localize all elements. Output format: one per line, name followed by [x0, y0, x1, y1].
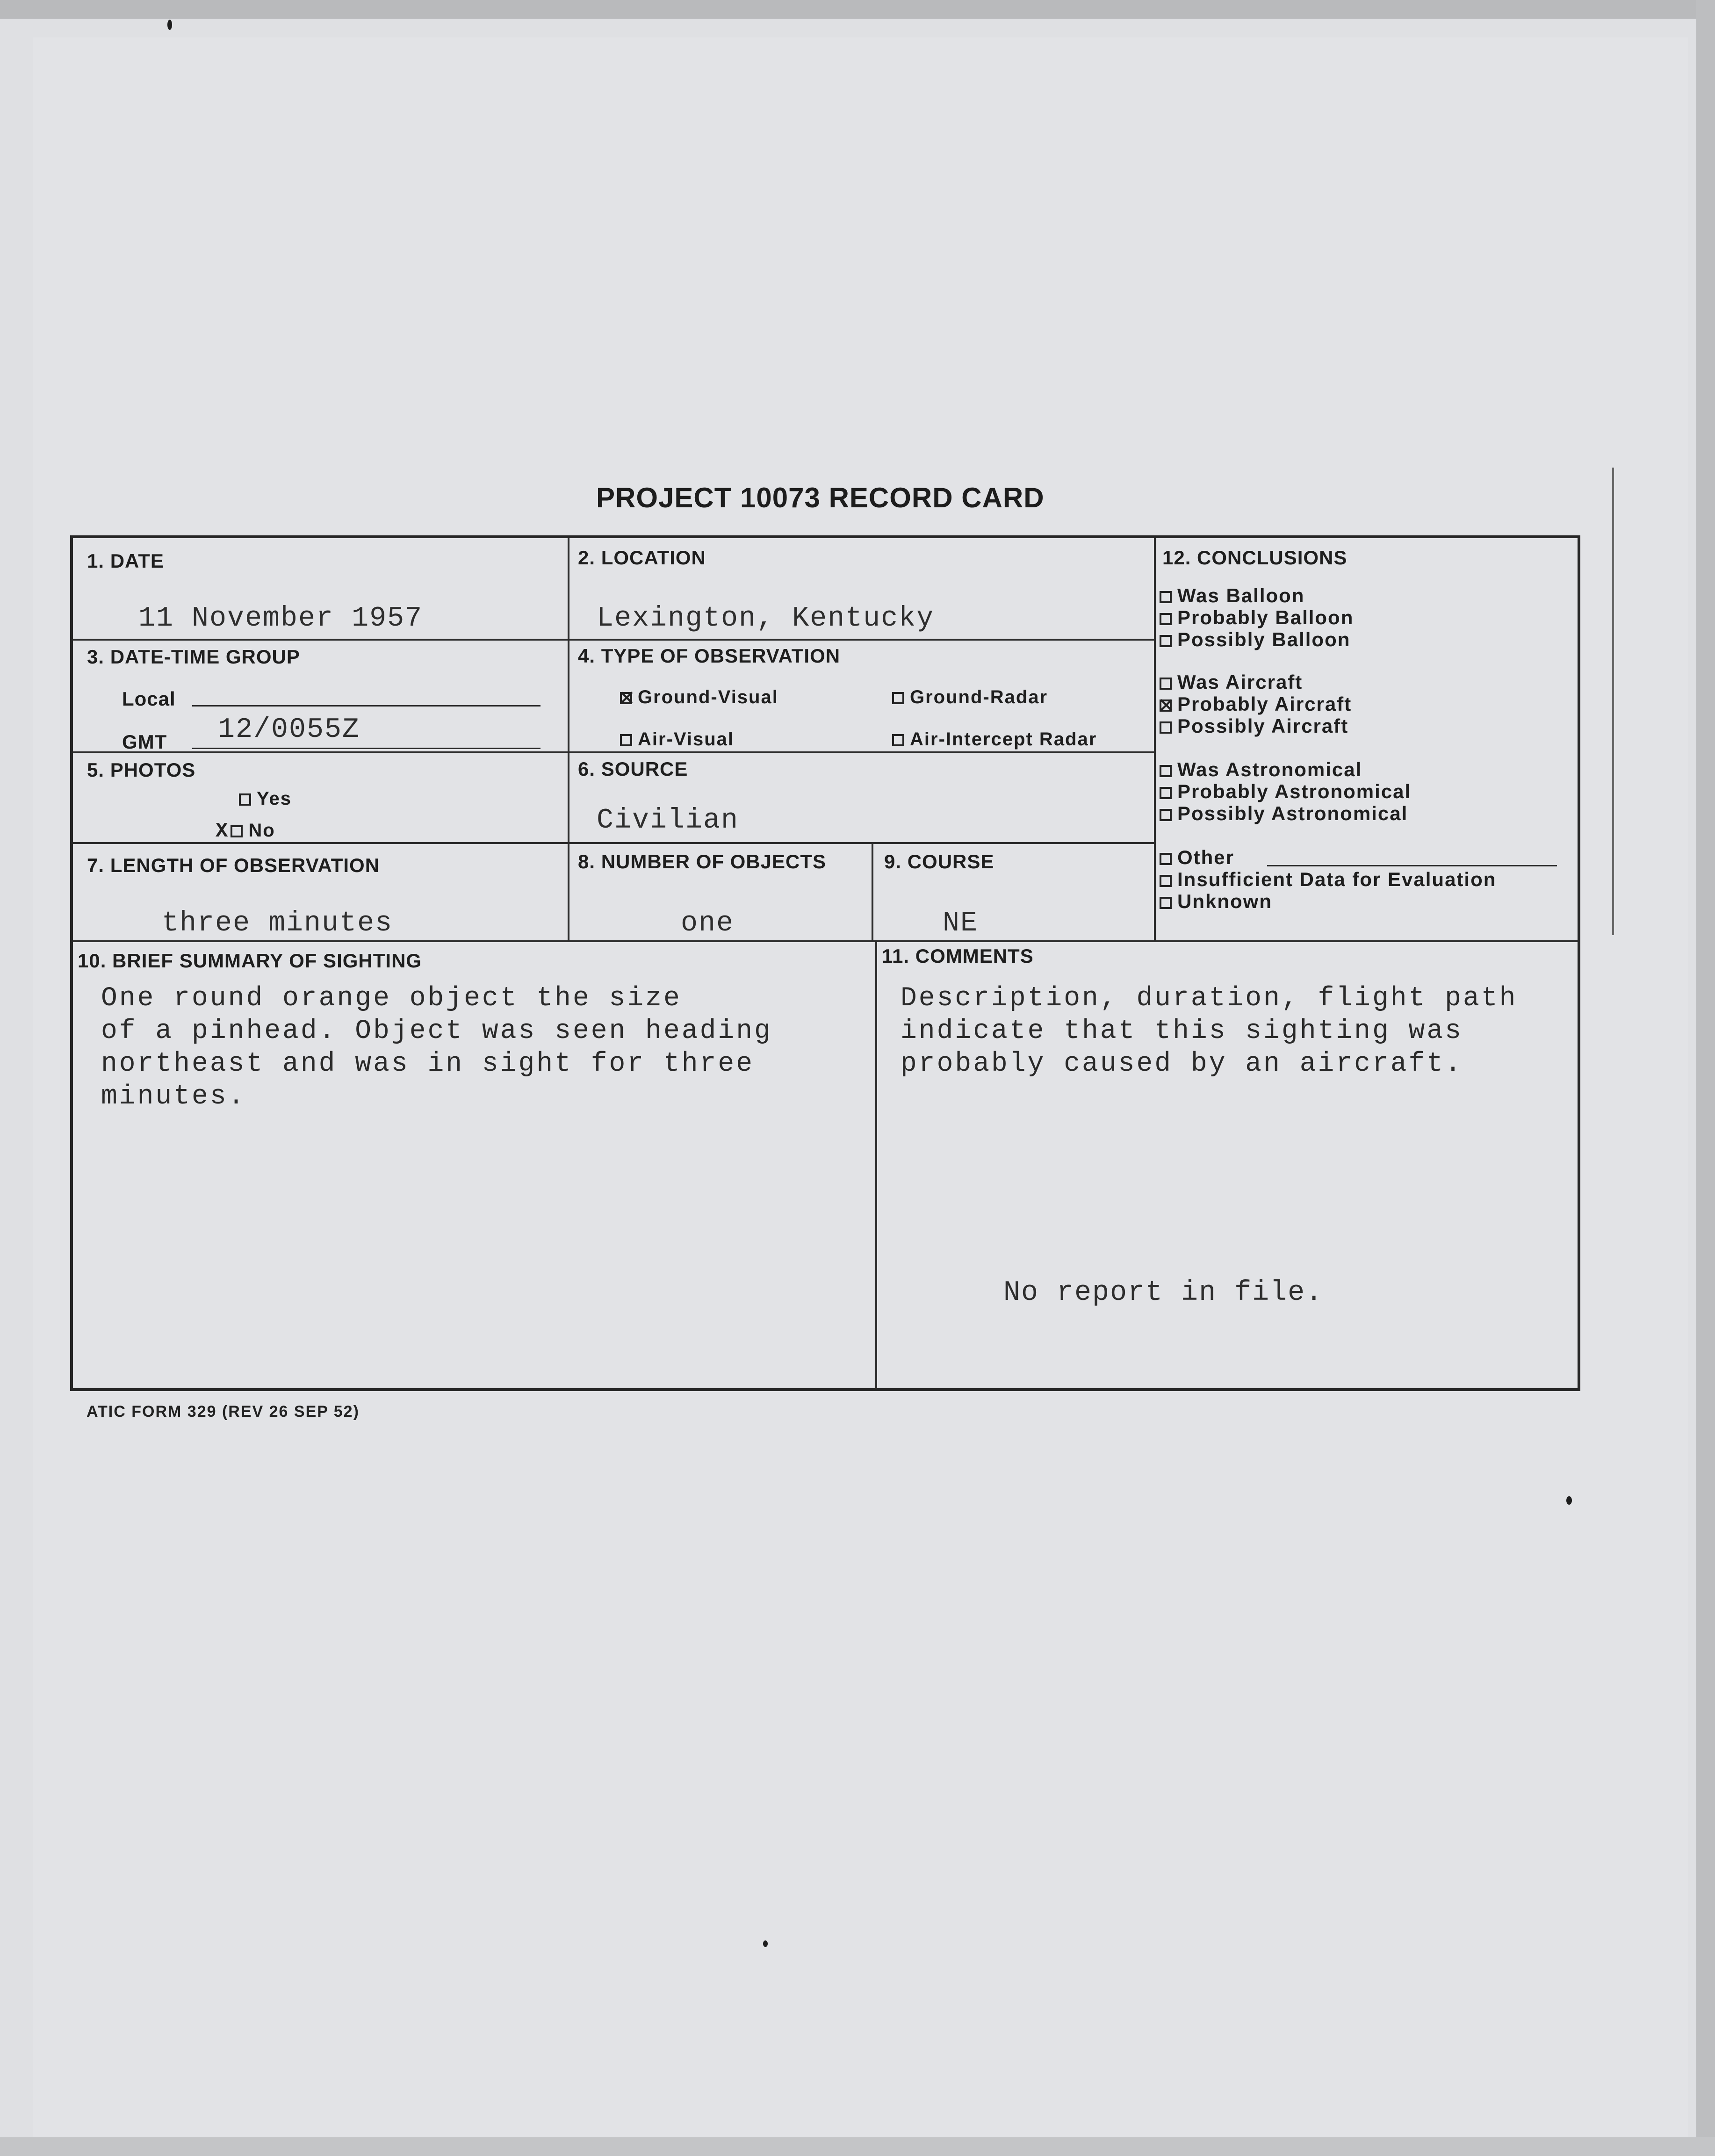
photos-yes[interactable]	[239, 788, 292, 809]
option-ground-radar-label: Ground-Radar	[910, 687, 1048, 707]
photos-yes-label: Yes	[257, 788, 292, 809]
conclusion-was-balloon[interactable]	[1160, 584, 1304, 607]
course-label: 9. COURSE	[884, 851, 994, 872]
checkbox-photos-no[interactable]	[231, 825, 243, 837]
comments-text: Description, duration, flight path indicate that this sighting was probably caused by an aircraft.	[901, 983, 1518, 1079]
conclusion-possibly-astronomical-label: Possibly Astronomical	[1177, 802, 1408, 824]
conclusion-was-astronomical[interactable]	[1160, 758, 1362, 781]
conclusion-probably-astronomical-label: Probably Astronomical	[1177, 780, 1412, 802]
scan-speck	[167, 20, 172, 30]
location-value: Lexington, Kentucky	[597, 603, 935, 635]
checkbox-was-aircraft[interactable]	[1160, 678, 1172, 690]
summary-label: 10. BRIEF SUMMARY OF SIGHTING	[78, 950, 422, 972]
conclusion-possibly-balloon-label: Possibly Balloon	[1177, 628, 1351, 650]
divider-vertical-left	[568, 538, 569, 940]
scan-edge-top	[0, 0, 1715, 19]
local-line	[192, 705, 540, 707]
course-value: NE	[943, 908, 979, 939]
checkbox-ground-visual[interactable]	[620, 692, 632, 704]
summary-text: One round orange object the size of a pinhead. Object was seen heading northeast and was in sight for three minutes.	[101, 983, 772, 1112]
checkbox-probably-aircraft[interactable]	[1160, 699, 1172, 712]
gmt-label: GMT	[122, 731, 167, 753]
divider-row-1	[73, 639, 1154, 641]
checkbox-insufficient-data[interactable]	[1160, 875, 1172, 887]
length-of-observation-label: 7. LENGTH OF OBSERVATION	[87, 854, 380, 876]
form-footer: ATIC FORM 329 (REV 26 SEP 52)	[86, 1403, 360, 1421]
comments-note: No report in file.	[1003, 1277, 1324, 1309]
gmt-value: 12/0055Z	[218, 714, 360, 746]
conclusion-insufficient-data-label: Insufficient Data for Evaluation	[1177, 868, 1497, 890]
divider-course	[872, 842, 873, 941]
number-of-objects-label: 8. NUMBER OF OBJECTS	[578, 851, 827, 872]
comments-label: 11. COMMENTS	[882, 945, 1034, 967]
option-air-visual[interactable]	[620, 729, 734, 750]
checkbox-possibly-astronomical[interactable]	[1160, 809, 1172, 821]
scan-edge-bottom	[0, 2137, 1715, 2156]
source-label: 6. SOURCE	[578, 758, 688, 780]
source-value: Civilian	[597, 805, 739, 836]
conclusion-probably-astronomical[interactable]	[1160, 780, 1411, 803]
divider-row-4	[73, 940, 1578, 942]
divider-vertical-right	[1154, 538, 1156, 940]
option-air-intercept-radar[interactable]	[892, 729, 1097, 750]
divider-row-2	[73, 751, 1154, 753]
other-line	[1267, 865, 1557, 866]
conclusion-was-aircraft-label: Was Aircraft	[1177, 671, 1303, 693]
date-time-group-label: 3. DATE-TIME GROUP	[87, 646, 300, 668]
checkbox-other[interactable]	[1160, 853, 1172, 865]
page-title: PROJECT 10073 RECORD CARD	[596, 482, 1045, 513]
photos-label: 5. PHOTOS	[87, 759, 196, 781]
checkbox-air-intercept-radar[interactable]	[892, 734, 904, 746]
conclusion-possibly-balloon[interactable]	[1160, 628, 1350, 651]
scan-margin-line	[1612, 468, 1614, 935]
scan-speck	[1566, 1496, 1572, 1505]
conclusion-other-label: Other	[1177, 846, 1235, 868]
conclusion-probably-balloon[interactable]	[1160, 606, 1354, 629]
location-label: 2. LOCATION	[578, 547, 706, 569]
length-of-observation-value: three minutes	[162, 908, 393, 939]
conclusion-possibly-aircraft[interactable]	[1160, 715, 1348, 737]
photos-no[interactable]	[216, 820, 275, 843]
local-label: Local	[122, 688, 176, 710]
scan-speck	[763, 1940, 768, 1947]
checkbox-probably-balloon[interactable]	[1160, 613, 1172, 625]
checkbox-possibly-balloon[interactable]	[1160, 635, 1172, 647]
type-of-observation-label: 4. TYPE OF OBSERVATION	[578, 645, 841, 667]
conclusion-possibly-astronomical[interactable]	[1160, 802, 1408, 825]
conclusion-was-astronomical-label: Was Astronomical	[1177, 758, 1362, 780]
conclusions-label: 12. CONCLUSIONS	[1162, 547, 1348, 569]
number-of-objects-value: one	[681, 908, 735, 939]
conclusion-probably-aircraft[interactable]	[1160, 693, 1352, 715]
record-card	[70, 535, 1580, 1391]
conclusion-unknown[interactable]	[1160, 890, 1272, 913]
checkbox-was-astronomical[interactable]	[1160, 765, 1172, 777]
option-ground-radar[interactable]	[892, 687, 1048, 708]
conclusion-was-balloon-label: Was Balloon	[1177, 584, 1305, 606]
conclusion-probably-aircraft-label: Probably Aircraft	[1177, 693, 1352, 715]
checkbox-air-visual[interactable]	[620, 734, 632, 746]
divider-summary	[875, 940, 877, 1389]
photos-no-label: No	[248, 820, 275, 841]
option-air-intercept-radar-label: Air-Intercept Radar	[910, 729, 1097, 750]
date-label: 1. DATE	[87, 550, 164, 572]
conclusion-was-aircraft[interactable]	[1160, 671, 1303, 693]
checkbox-possibly-aircraft[interactable]	[1160, 721, 1172, 734]
checkbox-was-balloon[interactable]	[1160, 591, 1172, 603]
gmt-line	[192, 748, 540, 749]
conclusion-unknown-label: Unknown	[1177, 890, 1272, 912]
checkbox-unknown[interactable]	[1160, 897, 1172, 909]
option-ground-visual[interactable]	[620, 687, 778, 708]
date-value: 11 November 1957	[138, 603, 423, 635]
option-ground-visual-label: Ground-Visual	[638, 687, 778, 707]
conclusion-probably-balloon-label: Probably Balloon	[1177, 606, 1354, 628]
conclusion-other[interactable]	[1160, 846, 1234, 869]
checkbox-probably-astronomical[interactable]	[1160, 787, 1172, 799]
conclusion-possibly-aircraft-label: Possibly Aircraft	[1177, 715, 1349, 737]
photos-no-mark: X	[216, 820, 229, 843]
checkbox-photos-yes[interactable]	[239, 793, 251, 806]
checkbox-ground-radar[interactable]	[892, 692, 904, 704]
option-air-visual-label: Air-Visual	[638, 729, 734, 750]
scan-edge-right	[1696, 0, 1715, 2156]
conclusion-insufficient-data[interactable]	[1160, 868, 1496, 891]
